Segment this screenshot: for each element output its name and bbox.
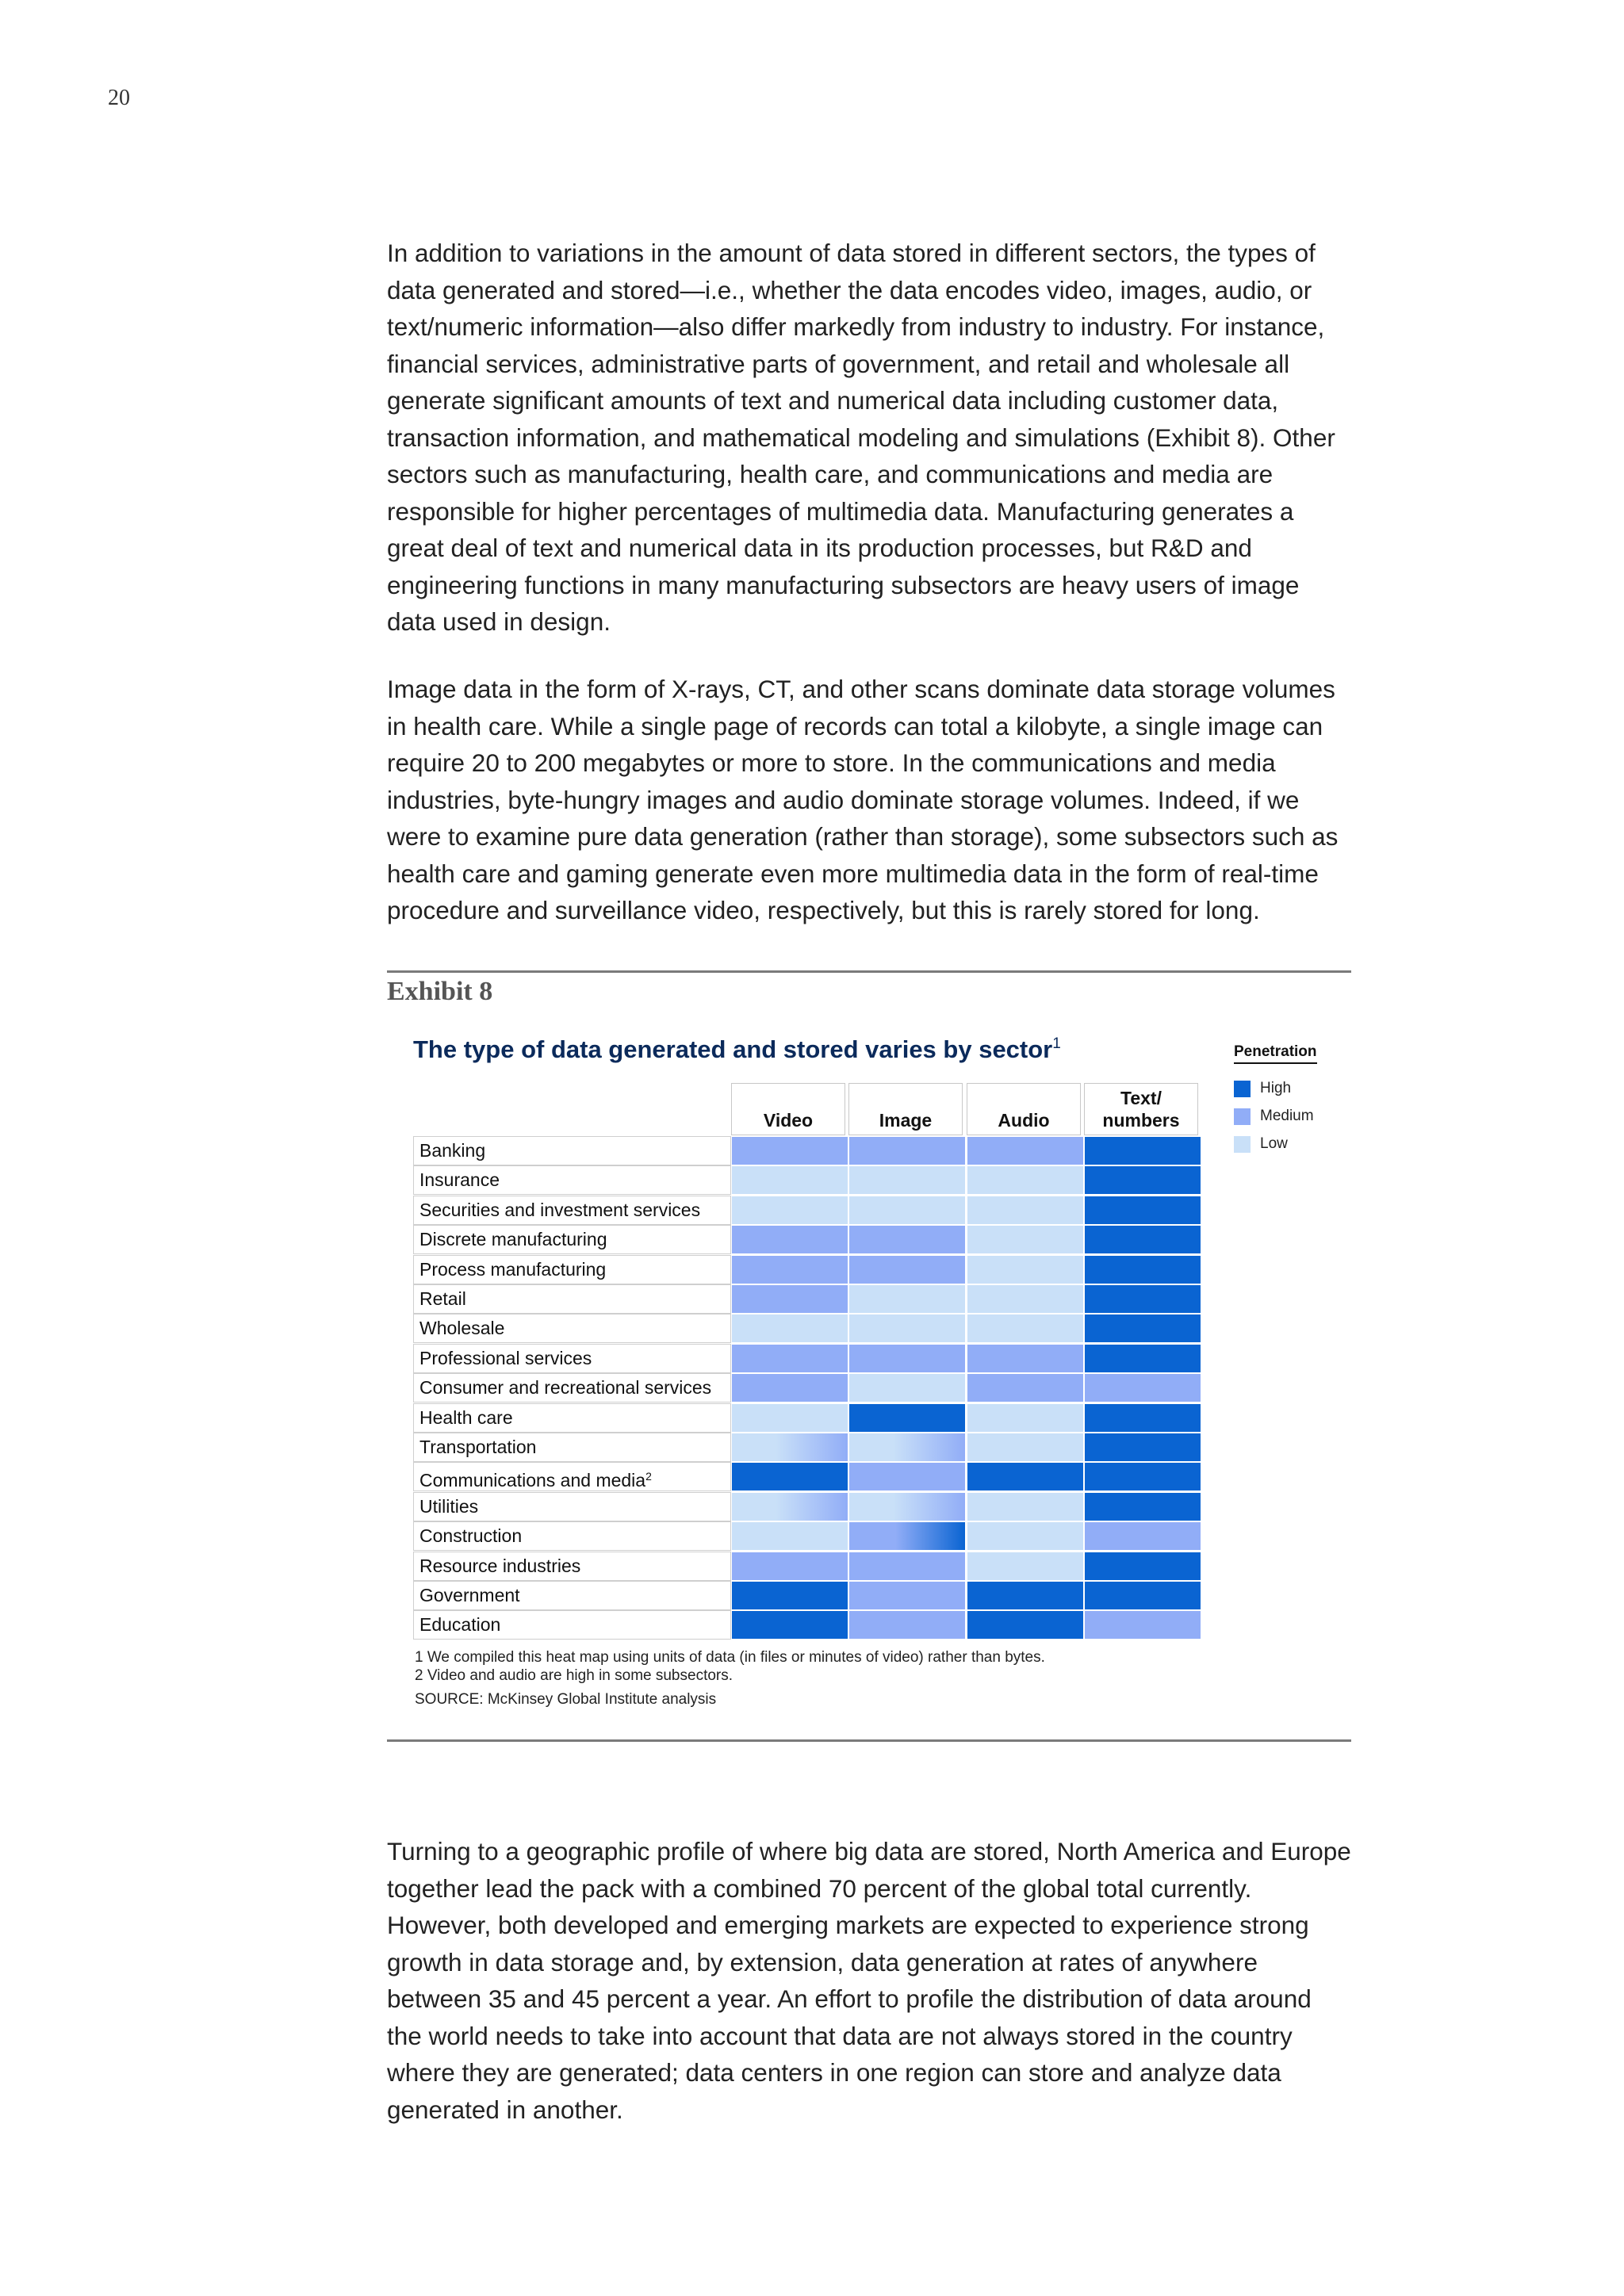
exhibit-bottom-rule: [387, 1739, 1351, 1742]
heatmap-cell: [849, 1256, 965, 1284]
row-label-text: Education: [419, 1614, 501, 1636]
row-label: [413, 1462, 731, 1491]
heatmap-cell: [967, 1166, 1083, 1194]
legend-item-high: [1234, 1080, 1291, 1097]
heatmap-cell: [849, 1196, 965, 1224]
footnote-2: 2 Video and audio are high in some subsectors.: [415, 1667, 733, 1684]
heatmap-cell: [732, 1256, 848, 1284]
heatmap-cell: [849, 1522, 965, 1550]
heatmap-cell: [849, 1582, 965, 1609]
legend-swatch: [1234, 1081, 1251, 1097]
exhibit-top-rule: [387, 970, 1351, 973]
row-label: [413, 1255, 731, 1284]
body-paragraph-1: In addition to variations in the amount of data stored in different sectors, the types of data generated and stored—i.e., whether the data encodes video, images, audio, or text/numeric information—also differ markedly from industry to industry. For instance, financial services, administrative parts of government, and retail and wholesale all generate significant amounts of text and numerical data including customer data, transaction information, and mathematical modeling and simulations (Exhibit 8). Other sectors such as manufacturing, health care, and communications and media are responsible for higher percentages of multimedia data. Manufacturing generates a great deal of text and numerical data in its production processes, but R&D and engineering functions in many manufacturing subsectors are heavy users of image data used in design.: [387, 239, 1335, 636]
row-label-text: Government: [419, 1585, 520, 1605]
heatmap-cell: [1085, 1374, 1201, 1402]
row-label: [413, 1492, 731, 1521]
legend-title: Penetration: [1234, 1043, 1317, 1064]
row-label: [413, 1521, 731, 1551]
page-number: 20: [108, 86, 130, 110]
row-label-text: Banking: [419, 1140, 486, 1161]
heatmap-cell: [849, 1374, 965, 1402]
heatmap-cell: [967, 1582, 1083, 1609]
heatmap-cell: [1085, 1137, 1201, 1165]
heatmap-cell: [849, 1345, 965, 1372]
row-label: [413, 1136, 731, 1165]
column-header: Video: [731, 1083, 845, 1135]
row-label-text: Retail: [419, 1288, 466, 1309]
row-label-text: Insurance: [419, 1169, 500, 1191]
body-paragraph-2: Image data in the form of X-rays, CT, and other scans dominate data storage volumes in health care. While a single page of records can total a kilobyte, a single image can require 20 to 200 megabytes or more to store. In the communications and media industries, byte-hungry images and audio dominate storage volumes. Indeed, if we were to examine pure data generation (rather than storage), some subsectors such as health care and gaming generate even more multimedia data in the form of real-time procedure and surveillance video, respectively, but this is rarely stored for long.: [387, 675, 1339, 924]
legend-label: Low: [1260, 1135, 1288, 1152]
row-label-text: Transportation: [419, 1437, 537, 1457]
row-label-footnote-ref: 2: [645, 1470, 652, 1483]
heatmap-cell: [1085, 1226, 1201, 1253]
heatmap-cell: [849, 1166, 965, 1194]
heatmap-cell: [849, 1285, 965, 1313]
heatmap-cell: [732, 1374, 848, 1402]
heatmap-cell: [849, 1226, 965, 1253]
column-header: Image: [848, 1083, 963, 1135]
source-note: SOURCE: McKinsey Global Institute analysis: [415, 1691, 717, 1708]
heatmap-cell: [732, 1226, 848, 1253]
heatmap-cell: [732, 1314, 848, 1342]
heatmap-cell: [849, 1493, 965, 1521]
heatmap-cell: [1085, 1433, 1201, 1461]
heatmap-cell: [1085, 1463, 1201, 1490]
body-paragraph-3: Turning to a geographic profile of where big data are stored, North America and Europe together lead the pack with a combined 70 percent of the global total currently. However, both developed and emerging markets are expected to experience strong growth in data storage and, by extension, data generation at rates of anywhere between 35 and 45 percent a year. An effort to profile the distribution of data around the world needs to take into account that data are not always stored in the country where they are generated; data centers in one region can store and analyze data generated in another.: [387, 1837, 1351, 2124]
heatmap-cell: [732, 1582, 848, 1609]
heatmap-cell: [732, 1463, 848, 1490]
heatmap-cell: [732, 1522, 848, 1550]
heatmap-cell: [967, 1314, 1083, 1342]
heatmap-cell: [1085, 1404, 1201, 1432]
legend-label: High: [1260, 1080, 1292, 1096]
heatmap-cell: [967, 1611, 1083, 1639]
row-label: [413, 1196, 731, 1225]
row-label: [413, 1225, 731, 1254]
row-label: [413, 1314, 731, 1343]
heatmap-cell: [967, 1493, 1083, 1521]
heatmap-cell: [732, 1196, 848, 1224]
heatmap-cell: [967, 1433, 1083, 1461]
heatmap-cell: [967, 1374, 1083, 1402]
heatmap-cell: [732, 1166, 848, 1194]
heatmap-cell: [967, 1285, 1083, 1313]
heatmap-cell: [1085, 1314, 1201, 1342]
heatmap-cell: [1085, 1522, 1201, 1550]
heatmap-cell: [1085, 1166, 1201, 1194]
legend-item-medium: [1234, 1108, 1314, 1125]
row-label-text: Resource industries: [419, 1555, 581, 1576]
heatmap-cell: [967, 1404, 1083, 1432]
row-label-text: Utilities: [419, 1495, 479, 1517]
heatmap-cell: [1085, 1256, 1201, 1284]
heatmap-cell: [967, 1463, 1083, 1490]
row-label-text: Consumer and recreational services: [419, 1377, 712, 1399]
heatmap-cell: [967, 1345, 1083, 1372]
legend-swatch: [1234, 1136, 1251, 1153]
heatmap-cell: [849, 1137, 965, 1165]
heatmap-cell: [967, 1137, 1083, 1165]
row-label-text: Professional services: [419, 1347, 592, 1368]
heatmap-cell: [1085, 1345, 1201, 1372]
heatmap-cell: [1085, 1493, 1201, 1521]
row-label-text: Wholesale: [419, 1318, 505, 1339]
row-label: [413, 1610, 731, 1640]
heatmap-cell: [849, 1433, 965, 1461]
row-label: [413, 1552, 731, 1581]
row-label: [413, 1165, 731, 1195]
column-header: Text/ numbers: [1084, 1083, 1198, 1135]
exhibit-label: Exhibit 8: [387, 977, 493, 1006]
heatmap-cell: [967, 1256, 1083, 1284]
row-label-text: Construction: [419, 1525, 523, 1547]
heatmap-cell: [732, 1493, 848, 1521]
row-label-text: Securities and investment services: [419, 1199, 701, 1220]
heatmap-cell: [732, 1285, 848, 1313]
heatmap-cell: [967, 1552, 1083, 1580]
heatmap-cell: [1085, 1582, 1201, 1609]
heatmap-cell: [849, 1611, 965, 1639]
heatmap-cell: [732, 1611, 848, 1639]
legend-swatch: [1234, 1108, 1251, 1125]
heatmap-cell: [1085, 1196, 1201, 1224]
legend-item-low: [1234, 1135, 1288, 1153]
heatmap-cell: [849, 1552, 965, 1580]
row-label: [413, 1403, 731, 1433]
row-label: [413, 1373, 731, 1402]
legend-label: Medium: [1260, 1108, 1314, 1124]
heatmap-cell: [849, 1314, 965, 1342]
heatmap-cell: [967, 1196, 1083, 1224]
column-header: Audio: [967, 1083, 1081, 1135]
heatmap-cell: [1085, 1611, 1201, 1639]
footnote-1: 1 We compiled this heat map using units of data (in files or minutes of video) rather than bytes.: [415, 1649, 1045, 1666]
row-label: [413, 1581, 731, 1610]
row-label: [413, 1433, 731, 1462]
row-label: [413, 1344, 731, 1373]
heatmap-cell: [732, 1137, 848, 1165]
chart-title-text: The type of data generated and stored varies by sector: [413, 1035, 1053, 1063]
chart-title-footnote-ref: 1: [1052, 1035, 1061, 1052]
row-label-text: Process manufacturing: [419, 1258, 607, 1280]
row-label-text: Discrete manufacturing: [419, 1229, 607, 1250]
heatmap-cell: [1085, 1552, 1201, 1580]
heatmap-cell: [732, 1404, 848, 1432]
heatmap-cell: [1085, 1285, 1201, 1313]
heatmap-cell: [732, 1552, 848, 1580]
heatmap-cell: [732, 1345, 848, 1372]
heatmap-cell: [849, 1404, 965, 1432]
row-label: [413, 1284, 731, 1314]
heatmap-cell: [732, 1433, 848, 1461]
row-label-text: Communications and media: [419, 1470, 646, 1491]
row-label-text: Health care: [419, 1406, 513, 1428]
heatmap-cell: [967, 1226, 1083, 1253]
chart-title: [413, 1035, 1061, 1064]
heatmap-cell: [849, 1463, 965, 1490]
heatmap-cell: [967, 1522, 1083, 1550]
